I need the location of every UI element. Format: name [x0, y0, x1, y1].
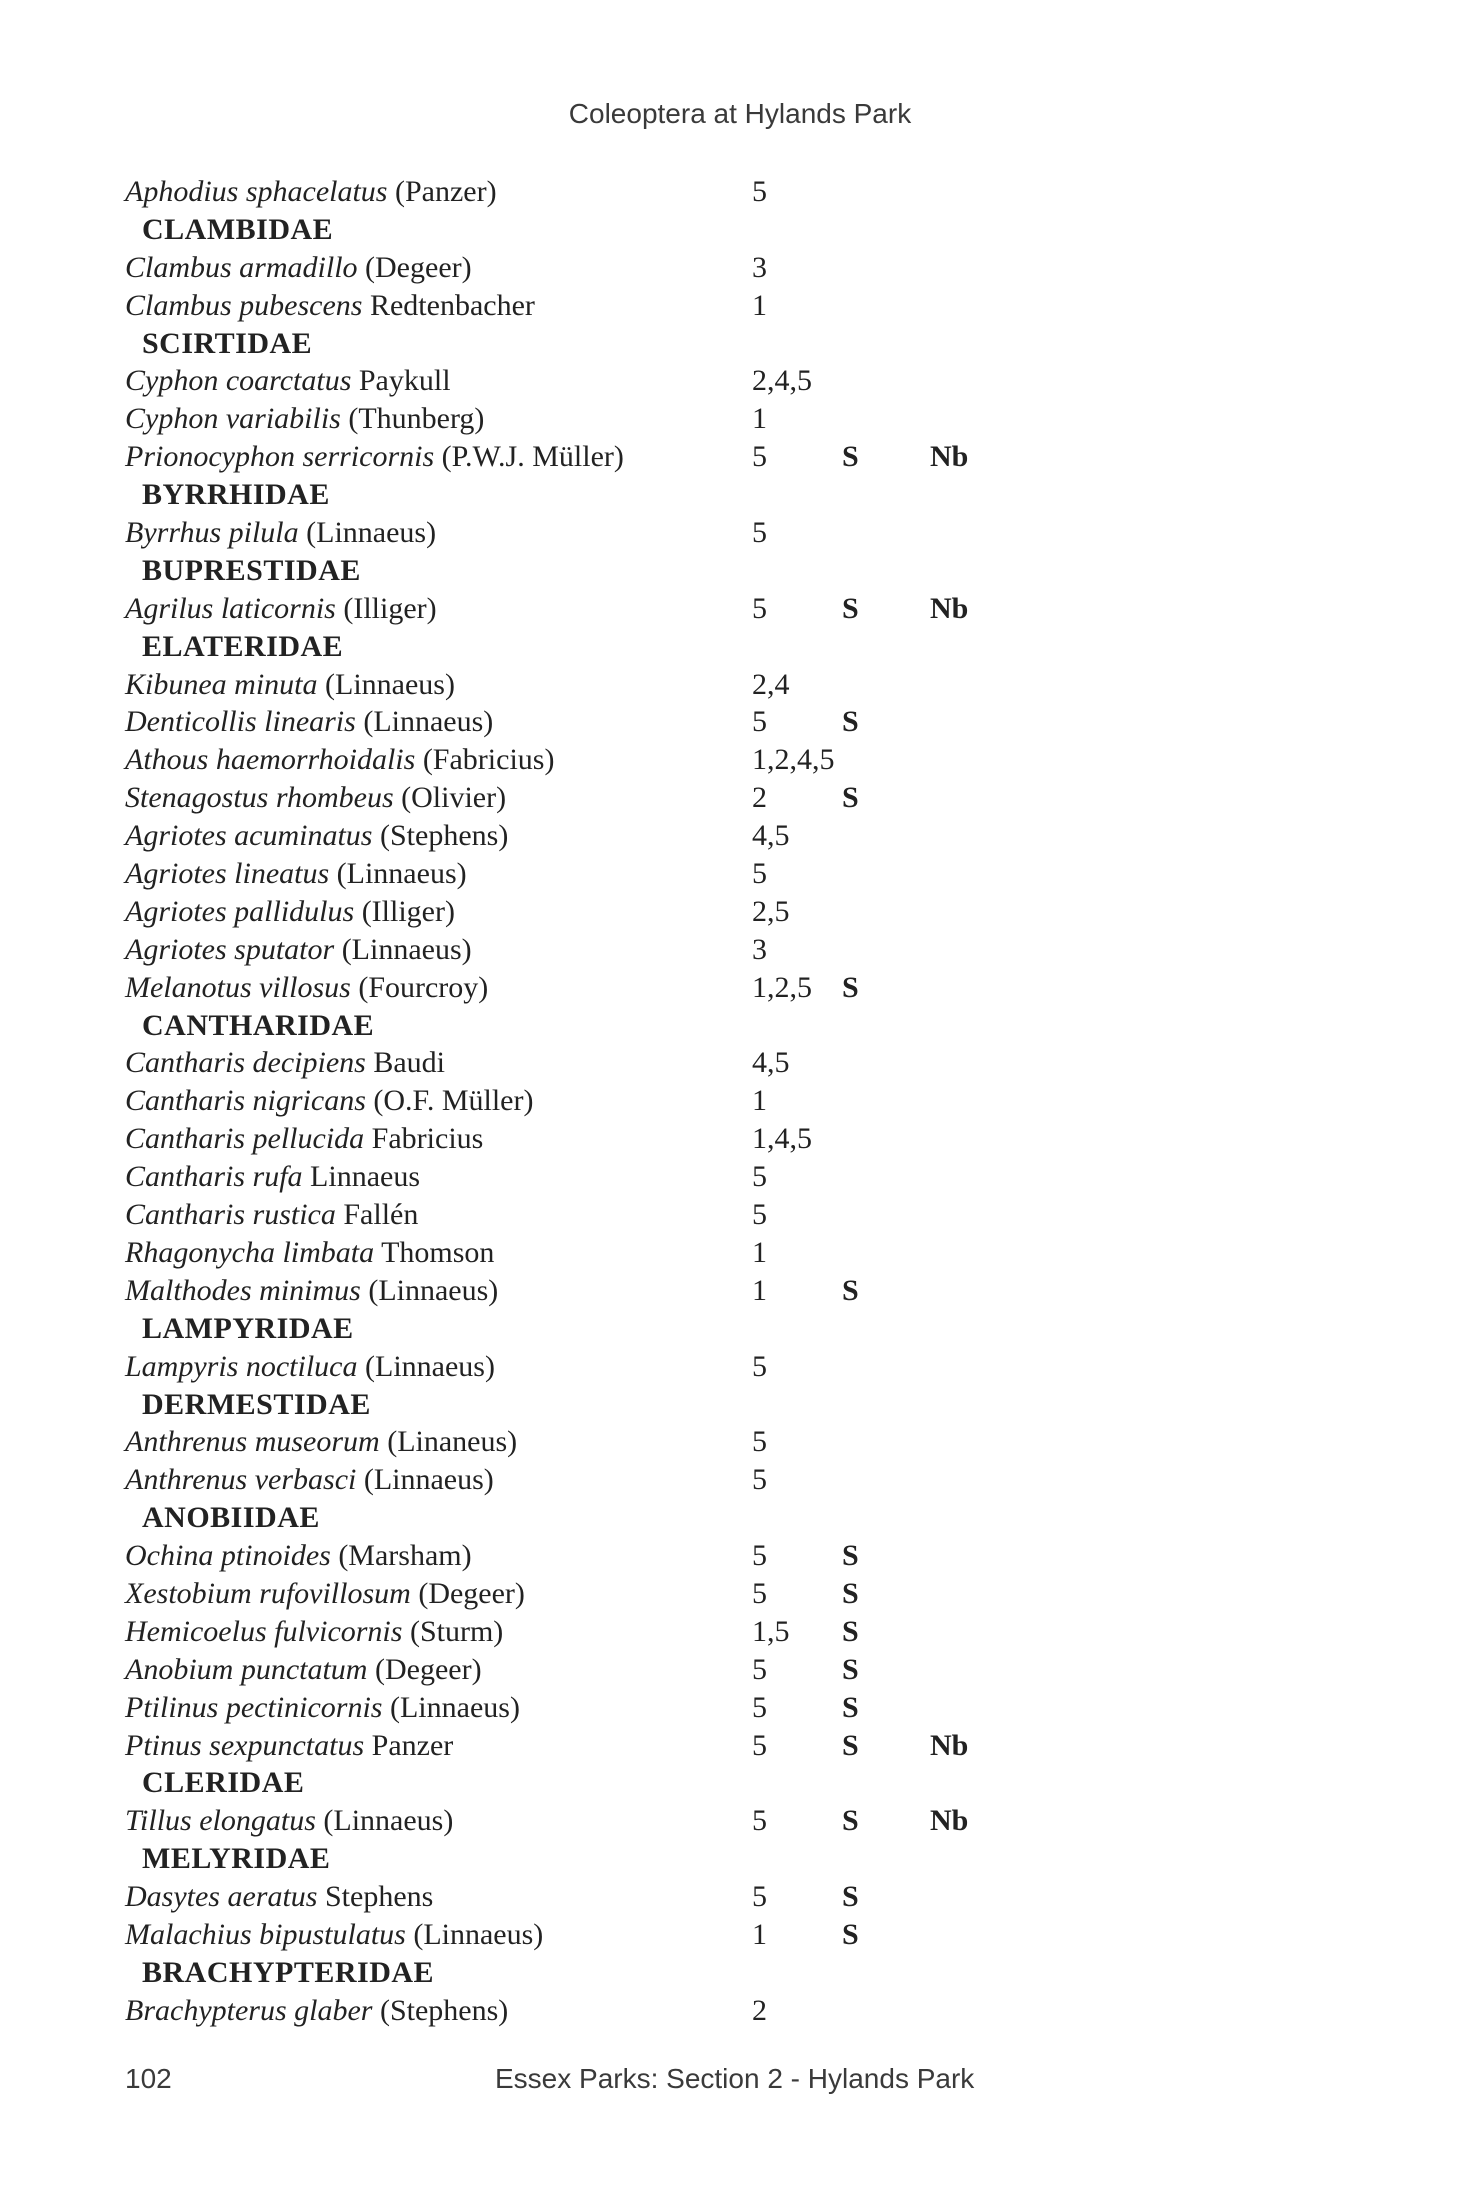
record-years: 1,5 — [752, 1614, 790, 1648]
species-binomial: Malachius bipustulatus — [125, 1917, 406, 1951]
species-name — [125, 781, 506, 815]
record-years: 2,4 — [752, 667, 790, 701]
species-name — [125, 1577, 525, 1611]
species-name — [125, 1084, 533, 1118]
species-name — [125, 857, 467, 891]
record-years: 5 — [752, 516, 767, 550]
record-years: 5 — [752, 1198, 767, 1232]
species-name — [125, 933, 472, 967]
record-years: 2,5 — [752, 894, 790, 928]
species-name — [125, 1198, 418, 1232]
species-name — [125, 440, 624, 474]
record-years: 5 — [752, 1539, 767, 1573]
species-binomial: Dasytes aeratus — [125, 1880, 318, 1914]
species-name — [125, 1046, 445, 1080]
species-author: (Panzer) — [387, 175, 497, 208]
species-row — [0, 248, 1480, 286]
species-name — [125, 1653, 482, 1687]
species-binomial: Prionocyphon serricornis — [125, 440, 435, 474]
species-name — [125, 819, 508, 853]
status-code: S — [842, 1539, 859, 1573]
record-years: 5 — [752, 705, 767, 739]
record-years: 1 — [752, 288, 767, 322]
species-author: (Linnaeus) — [356, 1463, 494, 1497]
species-row — [0, 1574, 1480, 1612]
species-author: Paykull — [351, 364, 451, 398]
status-code: S — [842, 1804, 859, 1838]
record-years: 5 — [752, 1160, 767, 1194]
species-row — [0, 930, 1480, 968]
species-binomial: Cantharis decipiens — [125, 1046, 366, 1080]
family-heading: SCIRTIDAE — [142, 326, 313, 360]
species-row — [0, 1612, 1480, 1650]
species-binomial: Agriotes sputator — [125, 932, 335, 966]
species-row — [0, 1233, 1480, 1271]
species-name — [125, 1539, 472, 1573]
species-author: Thomson — [374, 1235, 495, 1269]
page-number: 102 — [125, 2063, 172, 2094]
record-years: 5 — [752, 857, 767, 891]
national-status: Nb — [930, 1728, 969, 1762]
species-author: Redtenbacher — [362, 288, 535, 322]
record-years: 1,2,5 — [752, 970, 812, 1004]
status-code: S — [842, 705, 859, 739]
species-author: (Linnaeus) — [315, 1804, 454, 1838]
species-binomial: Cyphon variabilis — [125, 402, 341, 436]
species-name — [125, 1691, 520, 1725]
species-binomial: Lampyris noctiluca — [125, 1349, 358, 1383]
species-row — [0, 1460, 1480, 1498]
family-heading-row — [0, 1953, 1480, 1991]
status-code: S — [842, 781, 859, 815]
species-name — [125, 743, 554, 777]
species-author: (Linnaeus) — [360, 1273, 499, 1307]
status-code: S — [842, 970, 859, 1004]
species-row — [0, 740, 1480, 778]
family-heading: CANTHARIDAE — [142, 1008, 375, 1042]
species-author: (Degeer) — [357, 250, 472, 284]
species-row — [0, 1081, 1480, 1119]
species-name — [125, 705, 493, 739]
species-binomial: Cyphon coarctatus — [125, 364, 352, 398]
species-row — [0, 1422, 1480, 1460]
record-years: 5 — [752, 1728, 767, 1762]
species-name — [125, 402, 484, 436]
species-name — [125, 895, 455, 929]
species-row — [0, 1991, 1480, 2029]
species-binomial: Anobium punctatum — [125, 1652, 368, 1686]
species-row — [0, 968, 1480, 1006]
species-name — [125, 175, 497, 209]
record-years: 5 — [752, 1690, 767, 1724]
species-row — [0, 854, 1480, 892]
species-row — [0, 816, 1480, 854]
species-binomial: Ochina ptinoides — [125, 1539, 331, 1573]
status-code: S — [842, 1880, 859, 1914]
species-author: (Linnaeus) — [382, 1690, 520, 1724]
species-author: Baudi — [365, 1046, 445, 1080]
family-heading: BYRRHIDAE — [142, 478, 330, 512]
record-years: 5 — [752, 1576, 767, 1610]
family-heading-row — [0, 1763, 1480, 1801]
species-binomial: Kibunea minuta — [125, 667, 318, 701]
species-binomial: Rhagonycha limbata — [125, 1235, 375, 1269]
record-years: 3 — [752, 250, 767, 284]
family-heading: MELYRIDAE — [142, 1842, 331, 1876]
species-binomial: Xestobium rufovillosum — [125, 1576, 411, 1610]
species-author: (Olivier) — [393, 781, 507, 815]
record-years: 2 — [752, 1993, 767, 2027]
record-years: 1,4,5 — [752, 1122, 812, 1156]
species-name — [125, 1994, 508, 2028]
species-row — [0, 1043, 1480, 1081]
species-binomial: Cantharis rustica — [125, 1198, 336, 1232]
family-heading-row — [0, 475, 1480, 513]
species-binomial: Melanotus villosus — [125, 970, 351, 1004]
species-row — [0, 1877, 1480, 1915]
species-row — [0, 513, 1480, 551]
species-author: (Stephens) — [372, 1993, 509, 2027]
family-heading-row — [0, 1006, 1480, 1044]
family-heading-row — [0, 210, 1480, 248]
running-header: Coleoptera at Hylands Park — [568, 98, 912, 129]
species-name — [125, 1918, 543, 1952]
species-name — [125, 516, 436, 550]
species-name — [125, 1425, 517, 1459]
species-row — [0, 1915, 1480, 1953]
status-code: S — [842, 1917, 859, 1951]
national-status: Nb — [930, 591, 969, 625]
record-years: 2,4,5 — [752, 364, 812, 398]
species-author: (O.F. Müller) — [365, 1084, 534, 1118]
family-heading: BUPRESTIDAE — [142, 553, 361, 587]
species-name — [125, 364, 451, 398]
species-row — [0, 399, 1480, 437]
species-name — [125, 592, 437, 626]
species-binomial: Brachypterus glaber — [125, 1993, 373, 2027]
family-heading-row — [0, 1498, 1480, 1536]
species-binomial: Anthrenus museorum — [125, 1425, 380, 1459]
species-binomial: Agriotes lineatus — [125, 857, 330, 891]
family-heading: ANOBIIDAE — [142, 1501, 320, 1535]
species-binomial: Ptilinus pectinicornis — [125, 1690, 383, 1724]
species-binomial: Cantharis pellucida — [125, 1122, 365, 1156]
species-list — [0, 172, 1480, 2029]
species-binomial: Tillus elongatus — [125, 1804, 316, 1838]
species-author: (Linnaeus) — [298, 516, 437, 550]
species-binomial: Clambus pubescens — [125, 288, 363, 322]
species-row — [0, 1650, 1480, 1688]
record-years: 5 — [752, 175, 767, 208]
species-author: (Stephens) — [372, 819, 509, 853]
national-status: Nb — [930, 440, 969, 474]
status-code: S — [842, 1728, 859, 1762]
species-binomial: Cantharis rufa — [125, 1160, 303, 1194]
species-row — [0, 1271, 1480, 1309]
species-name — [125, 1236, 494, 1270]
record-years: 1 — [752, 1084, 767, 1118]
family-heading-row — [0, 1385, 1480, 1423]
footer-title: Essex Parks: Section 2 - Hylands Park — [495, 2063, 975, 2094]
species-author: Linnaeus — [302, 1160, 421, 1194]
species-author: (Linaneus) — [379, 1425, 518, 1459]
family-heading-row — [0, 551, 1480, 589]
species-name — [125, 1729, 453, 1763]
species-binomial: Denticollis linearis — [125, 705, 356, 739]
species-author: (Fabricius) — [415, 743, 555, 777]
family-heading: CLERIDAE — [142, 1766, 305, 1800]
species-binomial: Hemicoelus fulvicornis — [125, 1614, 403, 1648]
species-author: (Linnaeus) — [317, 667, 455, 701]
species-row — [0, 172, 1480, 210]
species-author: (Degeer) — [410, 1576, 525, 1610]
species-row — [0, 437, 1480, 475]
family-heading: ELATERIDAE — [142, 629, 344, 663]
status-code: S — [842, 1690, 859, 1724]
record-years: 5 — [752, 1463, 767, 1497]
species-name — [125, 668, 455, 702]
status-code: S — [842, 1576, 859, 1610]
species-row — [0, 1536, 1480, 1574]
species-row — [0, 892, 1480, 930]
species-row — [0, 1688, 1480, 1726]
species-binomial: Stenagostus rhombeus — [125, 781, 394, 815]
family-heading-row — [0, 1309, 1480, 1347]
family-heading-row — [0, 324, 1480, 362]
species-author: (Fourcroy) — [350, 970, 489, 1004]
family-heading: BRACHYPTERIDAE — [142, 1955, 435, 1989]
record-years: 5 — [752, 1804, 767, 1838]
species-author: (Linnaeus) — [357, 1349, 495, 1383]
record-years: 1 — [752, 1273, 767, 1307]
species-name — [125, 1804, 453, 1838]
national-status: Nb — [930, 1804, 969, 1838]
species-name — [125, 1615, 503, 1649]
species-author: (Thunberg) — [340, 402, 485, 436]
species-author: (Linnaeus) — [405, 1917, 544, 1951]
species-name — [125, 251, 472, 285]
family-heading-row — [0, 1839, 1480, 1877]
species-name — [125, 1274, 498, 1308]
species-author: (Sturm) — [402, 1614, 504, 1648]
species-row — [0, 1347, 1480, 1385]
status-code: S — [842, 1273, 859, 1307]
species-row — [0, 702, 1480, 740]
species-binomial: Agrilus laticornis — [125, 591, 336, 625]
family-heading: DERMESTIDAE — [142, 1387, 371, 1421]
record-years: 1 — [752, 1917, 767, 1951]
species-row — [0, 1801, 1480, 1839]
species-row — [0, 1195, 1480, 1233]
record-years: 4,5 — [752, 819, 790, 853]
species-name — [125, 1160, 420, 1194]
species-author: (Illiger) — [354, 894, 455, 928]
species-row — [0, 665, 1480, 703]
species-row — [0, 286, 1480, 324]
species-name — [125, 289, 535, 323]
record-years: 3 — [752, 932, 767, 966]
species-author: (Linnaeus) — [334, 932, 472, 966]
status-code: S — [842, 1652, 859, 1686]
species-binomial: Malthodes minimus — [125, 1273, 361, 1307]
species-name — [125, 1463, 494, 1497]
species-name — [125, 1880, 433, 1914]
species-author: (Degeer) — [367, 1652, 482, 1686]
record-years: 4,5 — [752, 1046, 790, 1080]
species-author: (P.W.J. Müller) — [434, 440, 624, 474]
species-author: Fallén — [335, 1198, 419, 1232]
species-row — [0, 1119, 1480, 1157]
species-row — [0, 361, 1480, 399]
record-years: 5 — [752, 1349, 767, 1383]
status-code: S — [842, 1614, 859, 1648]
record-years: 5 — [752, 440, 767, 474]
record-years: 1,2,4,5 — [752, 743, 835, 777]
status-code: S — [842, 440, 859, 474]
status-code: S — [842, 591, 859, 625]
species-author: (Linnaeus) — [355, 705, 494, 739]
species-binomial: Clambus armadillo — [125, 250, 358, 284]
family-heading-row — [0, 627, 1480, 665]
species-binomial: Agriotes pallidulus — [125, 894, 355, 928]
species-author: (Linnaeus) — [329, 857, 467, 891]
species-binomial: Aphodius sphacelatus — [125, 175, 388, 208]
species-name — [125, 971, 488, 1005]
species-author: Stephens — [317, 1880, 434, 1914]
species-binomial: Agriotes acuminatus — [125, 819, 373, 853]
species-binomial: Cantharis nigricans — [125, 1084, 366, 1118]
record-years: 2 — [752, 781, 767, 815]
record-years: 1 — [752, 1235, 767, 1269]
species-row — [0, 1726, 1480, 1764]
species-binomial: Anthrenus verbasci — [125, 1463, 357, 1497]
species-row — [0, 1157, 1480, 1195]
species-binomial: Ptinus sexpunctatus — [125, 1728, 365, 1762]
record-years: 5 — [752, 1880, 767, 1914]
species-author: Fabricius — [364, 1122, 484, 1156]
record-years: 5 — [752, 591, 767, 625]
species-author: Panzer — [364, 1728, 454, 1762]
species-author: (Marsham) — [330, 1539, 472, 1573]
species-row — [0, 778, 1480, 816]
species-binomial: Byrrhus pilula — [125, 516, 299, 550]
species-binomial: Athous haemorrhoidalis — [125, 743, 416, 777]
family-heading: LAMPYRIDAE — [142, 1311, 354, 1345]
family-heading: CLAMBIDAE — [142, 212, 334, 246]
record-years: 5 — [752, 1425, 767, 1459]
species-author: (Illiger) — [335, 591, 437, 625]
species-row — [0, 589, 1480, 627]
record-years: 5 — [752, 1652, 767, 1686]
species-name — [125, 1350, 495, 1384]
species-name — [125, 1122, 483, 1156]
record-years: 1 — [752, 402, 767, 436]
